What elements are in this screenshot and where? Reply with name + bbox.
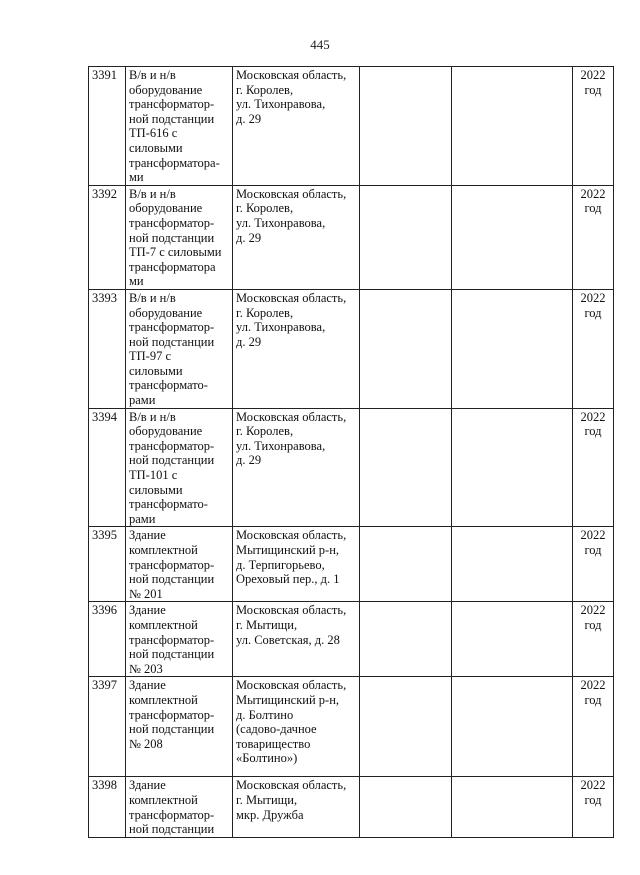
- row-number: 3394: [89, 408, 126, 527]
- empty-cell-2: [452, 527, 573, 602]
- row-number: 3397: [89, 677, 126, 777]
- year-cell: [573, 185, 614, 289]
- row-number: 3392: [89, 185, 126, 289]
- table-row: [89, 677, 614, 777]
- object-name-text: В/в и н/в оборудование трансформатор- ной подстанции ТП-7 с силовыми трансформатора ми: [129, 186, 222, 289]
- row-number: 3391: [89, 67, 126, 186]
- empty-cell-2: [452, 408, 573, 527]
- table-row: [89, 527, 614, 602]
- empty-cell-1: [360, 777, 452, 837]
- object-address-text: Московская область, г. Королев, ул. Тихонравова, д. 29: [236, 290, 347, 349]
- object-address-text: Московская область, г. Королев, ул. Тихонравова, д. 29: [236, 409, 347, 468]
- object-address-text: Московская область, г. Королев, ул. Тихонравова, д. 29: [236, 68, 347, 126]
- empty-cell-2: [452, 677, 573, 777]
- empty-cell-1: [360, 408, 452, 527]
- object-address-text: Московская область, г. Королев, ул. Тихонравова, д. 29: [236, 186, 347, 245]
- object-address: [233, 602, 360, 677]
- year-cell: [573, 67, 614, 186]
- object-name: [126, 527, 233, 602]
- table-row: [89, 67, 614, 186]
- object-name-text: Здание комплектной трансформатор- ной подстанции: [129, 778, 215, 837]
- empty-cell-2: [452, 777, 573, 837]
- page-number: 445: [310, 37, 330, 52]
- year-cell: [573, 777, 614, 837]
- object-name-text: В/в и н/в оборудование трансформатор- ной подстанции ТП-616 с силовыми трансформатора- ми: [129, 68, 220, 185]
- year-cell: [573, 408, 614, 527]
- object-name-text: В/в и н/в оборудование трансформатор- ной подстанции ТП-97 с силовыми трансформато- рами: [129, 290, 215, 408]
- object-address-text: Московская область, Мытищинский р-н, д. Болтино (садово-дачное товарищество «Болтино»): [236, 678, 347, 766]
- year-text: 2022 год: [580, 678, 606, 707]
- empty-cell-1: [360, 602, 452, 677]
- object-address-text: Московская область, г. Мытищи, ул. Советская, д. 28: [236, 603, 347, 647]
- object-name: [126, 777, 233, 837]
- year-cell: [573, 677, 614, 777]
- empty-cell-1: [360, 185, 452, 289]
- row-number: 3398: [89, 777, 126, 837]
- object-address: [233, 289, 360, 408]
- table-row: [89, 777, 614, 837]
- object-name: [126, 289, 233, 408]
- row-number: 3395: [89, 527, 126, 602]
- object-address: [233, 777, 360, 837]
- object-name: [126, 185, 233, 289]
- empty-cell-2: [452, 185, 573, 289]
- year-text: 2022 год: [580, 290, 606, 320]
- empty-cell-2: [452, 289, 573, 408]
- table-row: [89, 185, 614, 289]
- table-row: [89, 408, 614, 527]
- empty-cell-1: [360, 67, 452, 186]
- year-text: 2022 год: [580, 603, 606, 632]
- row-number: 3393: [89, 289, 126, 408]
- empty-cell-1: [360, 289, 452, 408]
- year-text: 2022 год: [580, 528, 606, 557]
- table-row: [89, 602, 614, 677]
- year-cell: [573, 527, 614, 602]
- year-text: 2022 год: [580, 186, 606, 216]
- object-name: [126, 67, 233, 186]
- year-cell: [573, 602, 614, 677]
- object-address: [233, 185, 360, 289]
- registry-table: [88, 66, 614, 838]
- object-address: [233, 677, 360, 777]
- year-text: 2022 год: [580, 68, 606, 97]
- object-name: [126, 602, 233, 677]
- object-address-text: Московская область, г. Мытищи, мкр. Дружба: [236, 778, 347, 822]
- object-name: [126, 677, 233, 777]
- year-cell: [573, 289, 614, 408]
- object-address: [233, 527, 360, 602]
- empty-cell-1: [360, 677, 452, 777]
- object-name-text: Здание комплектной трансформатор- ной подстанции № 201: [129, 528, 215, 601]
- empty-cell-2: [452, 602, 573, 677]
- object-name: [126, 408, 233, 527]
- object-address: [233, 67, 360, 186]
- object-name-text: Здание комплектной трансформатор- ной подстанции № 208: [129, 678, 215, 751]
- row-number: 3396: [89, 602, 126, 677]
- table-row: [89, 289, 614, 408]
- object-address-text: Московская область, Мытищинский р-н, д. Терпигорьево, Ореховый пер., д. 1: [236, 528, 347, 587]
- object-name-text: В/в и н/в оборудование трансформатор- ной подстанции ТП-101 с силовыми трансформато- рами: [129, 409, 215, 526]
- object-address: [233, 408, 360, 527]
- empty-cell-1: [360, 527, 452, 602]
- object-name-text: Здание комплектной трансформатор- ной подстанции № 203: [129, 603, 215, 676]
- year-text: 2022 год: [580, 778, 606, 807]
- year-text: 2022 год: [580, 409, 606, 439]
- empty-cell-2: [452, 67, 573, 186]
